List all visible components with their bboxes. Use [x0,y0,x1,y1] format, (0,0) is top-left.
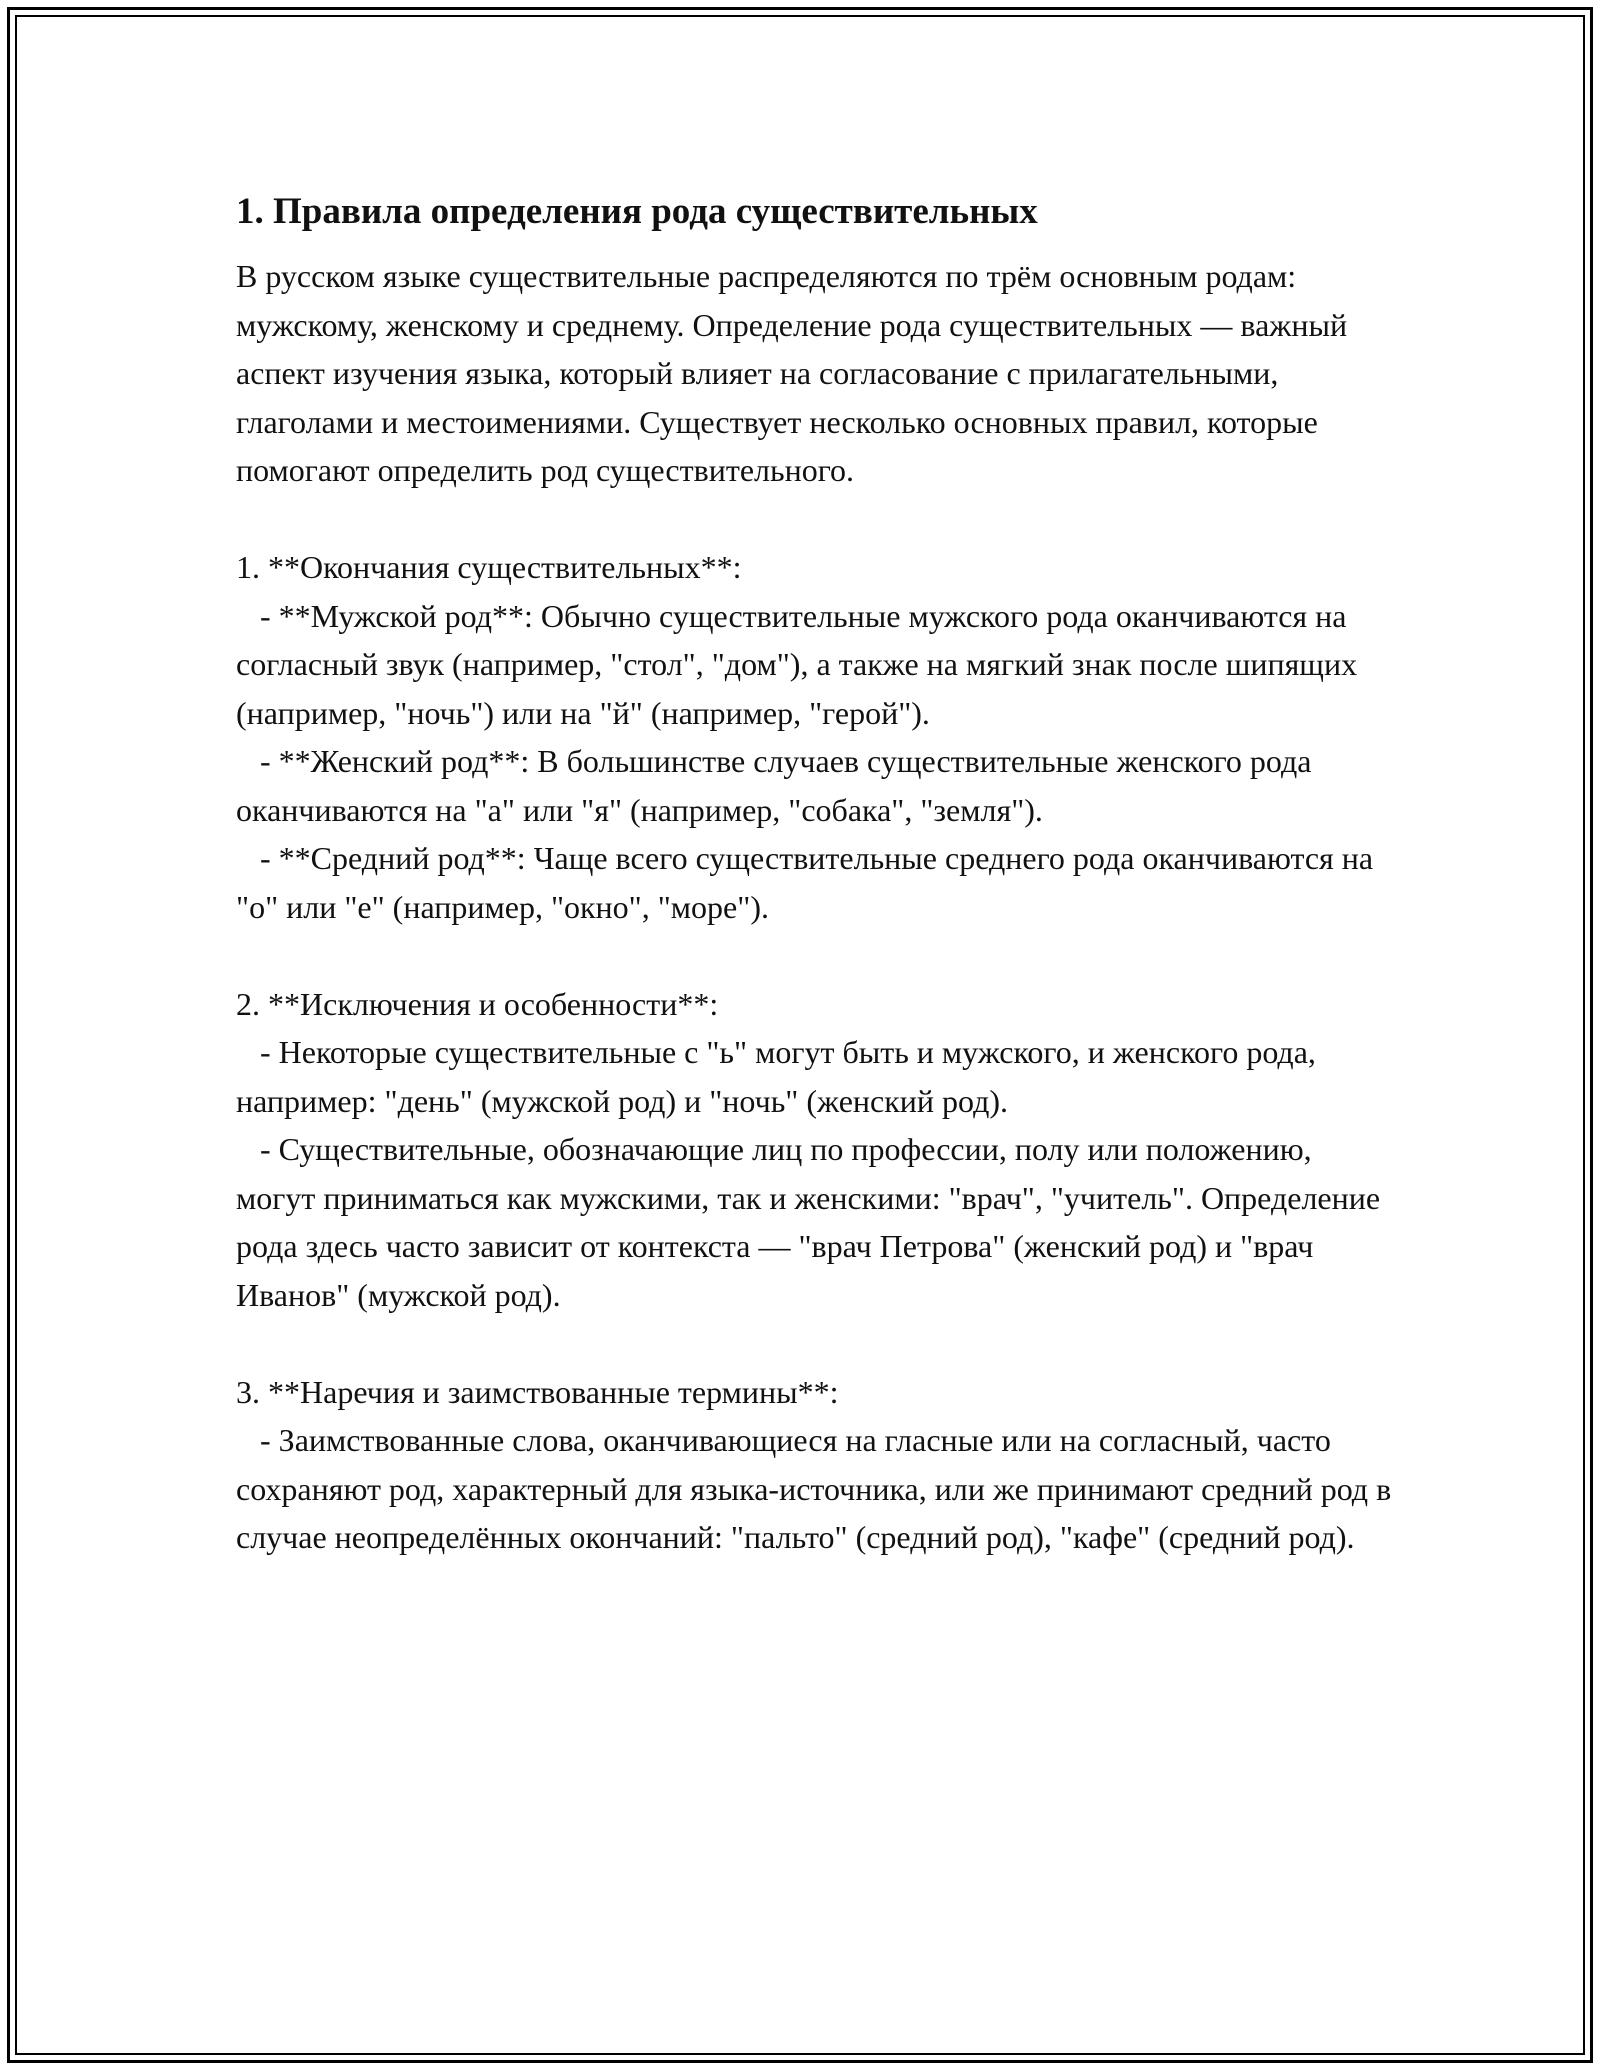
list-item-neuter: - **Средний род**: Чаще всего существительные среднего рода оканчиваются на "о" или "е" (например, "окно", "море"). [236,840,1382,925]
list-item-masculine: - **Мужской род**: Обычно существительные мужского рода оканчиваются на согласный звук (например, "стол", "дом"), а также на мягкий знак после шипящих (например, "ночь") или на "й" (например, "герой"). [236,597,1366,731]
section-exceptions [236,980,1396,1320]
list-item-borrowed-words: - Заимствованные слова, оканчивающиеся на гласные или на согласный, часто сохраняют род, характерный для языка-источника, или же принимают средний род в случае неопределённых окончаний: "пальто" (средний род), "кафе" (средний род). [236,1422,1400,1555]
list-item-professions: - Существительные, обозначающие лиц по профессии, полу или положению, могут приниматься как мужскими, так и женскими: "врач", "учитель". Определение рода здесь часто зависит от контекста — "врач Петрова" (женский род) и "врач Иванов" (мужской род). [236,1131,1389,1313]
document-title: 1. Правила определения рода существительных [236,191,1038,232]
section-heading: 1. **Окончания существительных**: [236,549,742,585]
section-endings [236,543,1396,931]
list-item-feminine: - **Женский род**: В большинстве случаев существительные женского рода оканчиваются на "а" или "я" (например, "собака", "земля"). [236,743,1320,828]
section-heading: 3. **Наречия и заимствованные термины**: [236,1373,839,1410]
section-borrowed-terms [236,1368,1400,1562]
list-item-soft-sign: - Некоторые существительные с "ь" могут быть и мужского, и женского рода, например: "день" (мужской род) и "ночь" (женский род). [236,1034,1324,1119]
intro-paragraph: В русском языке существительные распределяются по трём основным родам: мужскому, женскому и среднему. Определение рода существительных — важный аспект изучения языка, который влияет на согласование с прилагательными, глаголами и местоимениями. Существует несколько основных правил, которые помогают определить род существительного. [236,258,1348,488]
document-body [236,184,1400,1562]
section-heading: 2. **Исключения и особенности**: [236,985,719,1022]
